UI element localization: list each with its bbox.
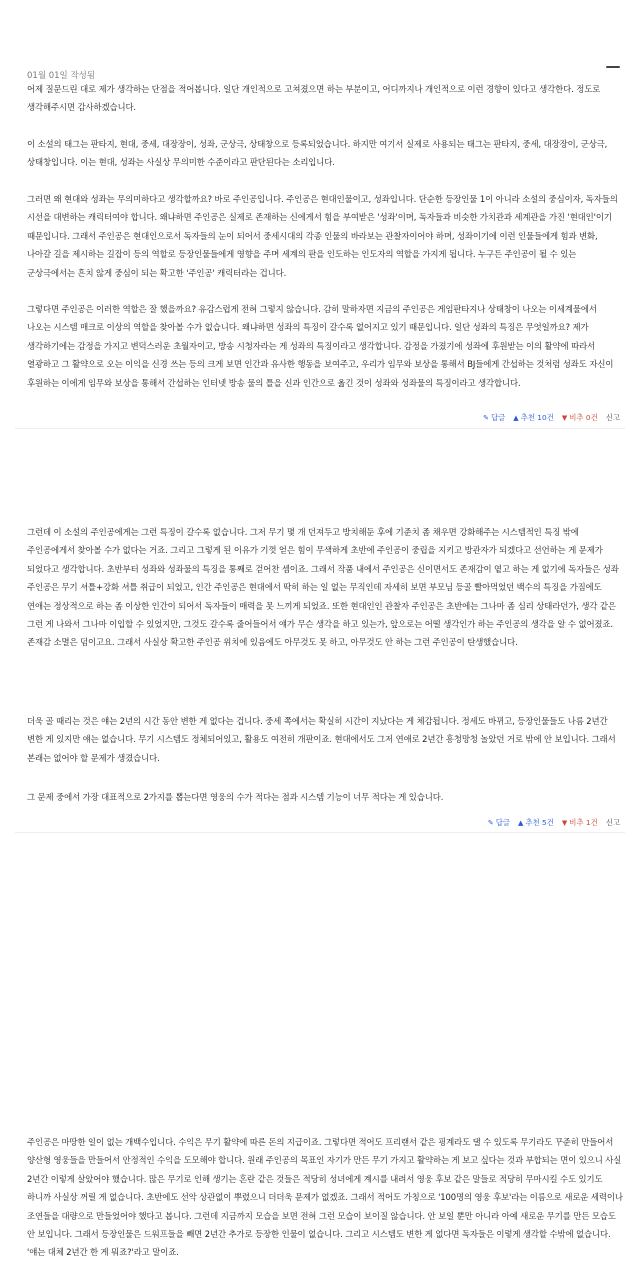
- thumbs-up-icon: ▲: [517, 818, 524, 827]
- post-divider: [15, 428, 625, 429]
- recommend-button[interactable]: ▲ 추천 10건: [513, 413, 554, 422]
- post3-paragraph-1: 주인공은 마땅한 일이 없는 개백수입니다. 수익은 무기 활약에 따른 돈의 지급이죠. 그렇다면 적어도 프리랜서 같은 핑계라도 댈 수 있도록 무기라도 꾸준히 만들어서 양산형 영웅들을 만들어서 안정적인 수익을 도모해야 합니다. 원래 주인공의 목표인 자기가 만든 무기 가지고 활약하는 게 보고 싶다는 것과 부합되는 면이 있으니 사실 2년간 이렇게 살았어야 했습니다. 많은 무기로 인해 생기는 혼란 같은 것들은 적당히 성녀에게 계시를 내려서 영웅 후보 같은 말들로 적당히 무마시킬 수도 있기도 하니까 사실상 꺼릴 게 없습니다. 초반에도 선악 상관없이 뿌렸으니 더더욱 문제가 없겠죠. 그래서 적어도 가칭으로 '100명의 영웅 후보'라는 이름으로 새로운 세력이나 조연들을 대량으로 만들었어야 했다고 봅니다. 그런데 지금까지 모습을 보면 전혀 그런 모습이 보이질 않습니다. 안 보일 뿐만 아니라 아예 새로운 무기를 만든 모습도 안 보입니다. 그래서 등장인물은 드워프들을 빼면 2년간 추가로 등장한 인물이 없습니다. 그리고 시스템도 변한 게 없다면 독자들은 이렇게 생각할 수밖에 없습니다. '얘는 대체 2년간 한 게 뭐죠?'라고 말이죠.: [27, 1137, 623, 1258]
- reply-button[interactable]: ✎ 답글: [487, 818, 510, 827]
- post2-paragraph-2: 더욱 골 때리는 것은 얘는 2년의 시간 동안 변한 게 없다는 겁니다. 중세 쪽에서는 확실히 시간이 지났다는 게 체감됩니다. 정세도 바뀌고, 등장인물들도 나름 2년간 변한 게 있지만 얘는 없습니다. 무기 시스템도 정체되어있고, 활용도 여전히 개판이죠. 현대에서도 그저 연애로 2년간 흥청망청 놀았던 거로 밖에 안 보입니다. 그래서 본래는 없어야 할 문제가 생겼습니다.: [27, 716, 616, 763]
- recommend-button[interactable]: ▲ 추천 5건: [517, 818, 554, 827]
- more-options-icon[interactable]: [606, 66, 620, 68]
- post-date: 01월 01일 작성됨: [27, 71, 96, 81]
- oppose-button[interactable]: ▼ 비추 1건: [561, 818, 598, 827]
- report-button[interactable]: 신고: [605, 818, 620, 827]
- oppose-button[interactable]: ▼ 비추 0건: [561, 413, 598, 422]
- post1-paragraph-3: 그러면 왜 현대와 성좌는 무의미하다고 생각할까요? 바로 주인공입니다. 주인공은 현대인물이고, 성좌입니다. 단순한 등장인물 1이 아니라 소설의 중심이자, 독자들의 시선을 대변하는 캐릭터여야 합니다. 왜냐하면 주인공은 실제로 존재하는 신에게서 힘을 부여받은 '성좌'이며, 독자들과 비슷한 가치관과 세계관을 가진 '현대인'이기 때문입니다. 그래서 주인공은 현대인으로서 독자들의 눈이 되어서 중세시대의 각종 인물의 바라보는 관찰자이어야 하며, 성좌이기에 이런 인물들에게 힘과 변화, 나아갈 길을 제시하는 길잡이 등의 역할로 등장인물들에게 영향을 주며 세계의 판을 인도하는 인도자의 역할을 가지게 됩니다. 누구든 주인공이 될 수 있는 군상극에서는 흔치 않게 중심이 되는 확고한 '주인공' 캐릭터라는 겁니다.: [27, 194, 618, 278]
- post1-paragraph-1: 어제 질문드린 대로 제가 생각하는 단점을 적어봅니다. 일단 개인적으로 고쳐졌으면 하는 부분이고, 어디까지나 개인적으로 이런 경향이 있다고 생각한다. 정도로 생각해주시면 감사하겠습니다.: [27, 84, 601, 113]
- post1-paragraph-4: 그렇다면 주인공은 이러한 역할은 잘 했을까요? 유감스럽게 전혀 그렇지 않습니다. 감히 말하자면 지금의 주인공은 게임판타지나 상태창이 나오는 이세계물에서 나오는 시스템 매크로 이상의 역할을 찾아볼 수가 없습니다. 왜냐하면 성좌의 특징이 갈수록 없어지고 있기 때문입니다. 일단 성좌의 특징은 무엇일까요? 제가 생각하기에는 감정을 가지고 변덕스러운 초월자이고, 방송 시청자라는 게 성좌의 특징이라고 생각합니다. 감정을 가졌기에 성좌에 후원받는 이의 활약에 따라서 열광하고 그 활약으로 오는 이익을 신경 쓰는 등의 크게 보면 인간과 유사한 행동을 보여주고, 우리가 임무와 보상을 통해서 BJ들에게 간섭하는 것처럼 성좌도 자신이 후원하는 이에게 임무와 보상을 통해서 간섭하는 인터넷 방송 물의 틀을 신과 인간으로 옮긴 것이 성좌와 성좌물의 특징이라고 생각합니다.: [27, 304, 614, 388]
- reply-button[interactable]: ✎ 답글: [483, 413, 506, 422]
- post2-paragraph-3: 그 문제 중에서 가장 대표적으로 2가지를 뽑는다면 영웅의 수가 적다는 점과 시스템 기능이 너무 적다는 게 있습니다.: [27, 792, 444, 802]
- thumbs-down-icon: ▼: [561, 818, 568, 827]
- report-button[interactable]: 신고: [605, 413, 620, 422]
- post-divider: [15, 832, 625, 833]
- reply-icon: ✎: [487, 818, 494, 827]
- post2-actions: [488, 817, 620, 828]
- reply-icon: ✎: [483, 413, 489, 422]
- post1-actions: [483, 412, 620, 423]
- post1-paragraph-2: 이 소설의 태그는 판타지, 현대, 중세, 대장장이, 성좌, 군상극, 상태창으로 등록되었습니다. 하지만 여기서 실제로 사용되는 태그는 판타지, 중세, 대장장이, 군상극, 상태창입니다. 이는 현대, 성좌는 사실상 무의미한 수준이라고 판단된다는 소리입니다.: [27, 139, 608, 168]
- post2-paragraph-1: 그런데 이 소설의 주인공에게는 그런 특징이 갈수록 없습니다. 그저 무기 몇 개 던져두고 방치해둔 후에 기준치 좀 채우면 강화해주는 시스템적인 특징 밖에 주인공에게서 찾아볼 수가 없다는 거죠. 그리고 그렇게 된 이유가 기껏 얻은 힘이 무색하게 초반에 주인공이 중립을 지키고 방관자가 되겠다고 선언하는 게 문제가 되었다고 생각합니다. 초반부터 성좌와 성좌물의 특징을 통째로 걷어찬 셈이죠. 그래서 작품 내에서 주인공은 신이면서도 존재감이 옅고 하는 게 없기에 독자들은 성좌 주인공은 무기 셔틀+강화 셔틀 취급이 되었고, 인간 주인공은 현대에서 딱히 하는 일 없는 무직인데 자세히 보면 부모님 등골 빨아먹었던 백수의 특징을 가짐에도 연애는 정상적으로 하는 좀 이상한 인간이 되어서 독자들이 매력을 못 느끼게 되었죠. 또한 현대인인 관찰자 주인공은 초반에는 그나마 좀 심리 상태라던가, 생각 같은 그런 게 나와서 그나마 이입할 수 있었지만, 그것도 갈수록 줄어들어서 얘가 무슨 생각을 하고 있는가, 앞으로는 어떨 생각인가 하는 주인공의 생각을 알 수 없어졌죠. 존재감 소멸은 덤이고요. 그래서 사실상 확고한 주인공 위치에 있음에도 아무것도 못 하고, 아무것도 안 하는 그런 주인공이 탄생했습니다.: [27, 527, 619, 648]
- thumbs-down-icon: ▼: [561, 413, 568, 422]
- thumbs-up-icon: ▲: [513, 413, 519, 422]
